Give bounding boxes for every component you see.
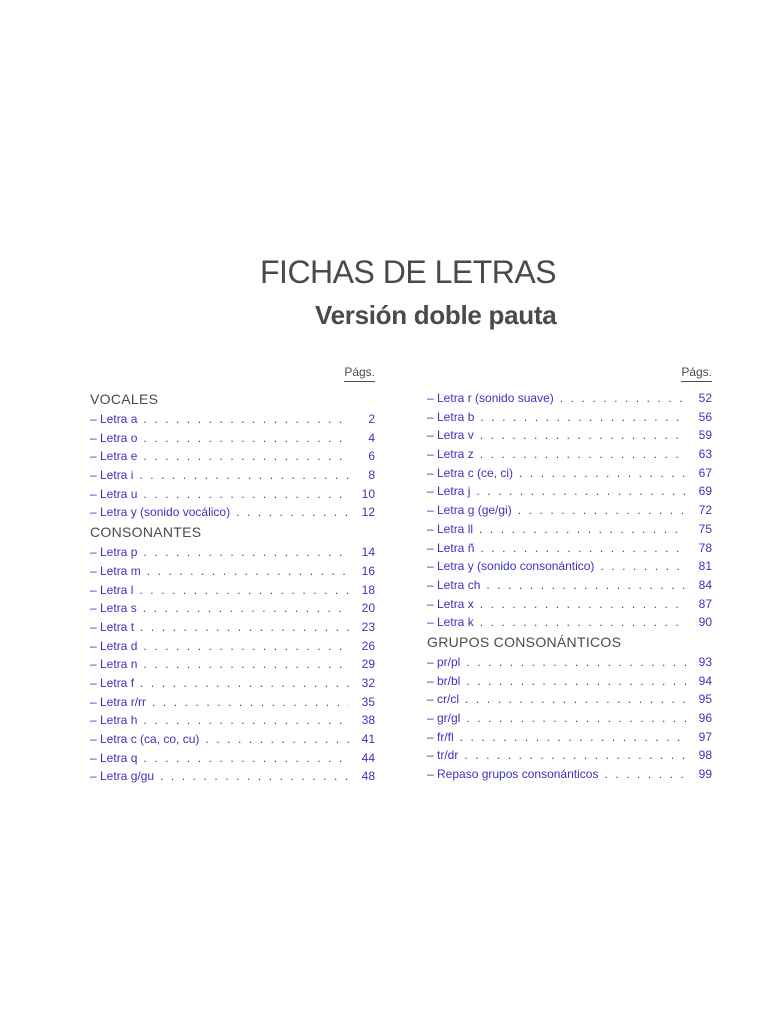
section-heading: VOCALES — [90, 391, 159, 407]
toc-sections — [427, 389, 712, 784]
toc-entry[interactable] — [427, 576, 712, 595]
toc-entry-page: 98 — [698, 748, 712, 763]
toc-entry[interactable] — [427, 464, 712, 483]
toc-entry-label: – Letra r (sonido suave) — [427, 391, 554, 405]
dot-leader — [560, 389, 686, 408]
toc-entry-label: – Letra ñ — [427, 540, 475, 555]
toc-entry-label: – Letra p — [90, 545, 138, 560]
toc-entry-label: – Letra a — [90, 412, 138, 426]
toc-entry[interactable] — [90, 447, 375, 466]
toc-entry-page: 23 — [361, 619, 375, 634]
dot-leader — [466, 709, 686, 728]
toc-entry-label: – Letra g/gu — [90, 769, 155, 784]
toc-entry[interactable] — [90, 466, 375, 485]
toc-entry[interactable] — [427, 709, 712, 728]
toc-entry-label: – Letra v — [427, 428, 474, 443]
toc-entry[interactable] — [427, 595, 712, 614]
dot-leader — [143, 749, 349, 768]
dot-leader — [480, 613, 686, 632]
toc-entry-page: 97 — [698, 729, 712, 744]
toc-entry-page: 12 — [361, 505, 375, 520]
toc-entry[interactable] — [427, 557, 712, 576]
dot-leader — [143, 429, 349, 448]
dot-leader — [236, 503, 349, 522]
toc-entry-label: – Letra i — [90, 468, 134, 483]
dot-leader — [480, 408, 686, 427]
toc-entry-label: – Letra ch — [427, 577, 481, 592]
dot-leader — [160, 767, 349, 786]
toc-entry-page: 93 — [698, 654, 712, 669]
toc-entry-label: – Letra q — [90, 750, 138, 765]
toc-entry-label: – Letra g (ge/gi) — [427, 503, 512, 518]
toc-sections — [90, 389, 375, 786]
dot-leader — [460, 728, 686, 747]
dot-leader — [480, 539, 686, 558]
dot-leader — [143, 655, 349, 674]
toc-entry-page: 75 — [698, 521, 712, 536]
toc-column-right — [427, 362, 712, 784]
toc-entry-label: – Letra m — [90, 563, 141, 578]
toc-entry-label: – Letra y (sonido vocálico) — [90, 505, 231, 520]
toc-entry-label: – Letra r/rr — [90, 694, 147, 709]
toc-entry[interactable] — [90, 749, 375, 768]
toc-entry[interactable] — [427, 501, 712, 520]
toc-entry-label: – Letra ll — [427, 521, 474, 536]
toc-entry[interactable] — [90, 693, 375, 712]
toc-entry-label: – Letra y (sonido consonántico) — [427, 559, 595, 574]
toc-entry-page: 72 — [698, 503, 712, 518]
toc-entry-label: – pr/pl — [427, 654, 461, 669]
toc-entry[interactable] — [427, 728, 712, 747]
dot-leader — [466, 653, 686, 672]
toc-entry-label: – Letra k — [427, 615, 474, 630]
toc-entry-page: 63 — [698, 447, 712, 462]
toc-entry[interactable] — [90, 711, 375, 730]
toc-entry[interactable] — [90, 410, 375, 429]
dot-leader — [480, 445, 686, 464]
toc-entry[interactable] — [427, 482, 712, 501]
toc-entry-label: – Letra e — [90, 449, 138, 464]
toc-entry[interactable] — [90, 581, 375, 600]
toc-entry-label: – Letra n — [90, 657, 138, 672]
toc-entry-label: – Letra d — [90, 638, 138, 653]
dot-leader — [147, 562, 349, 581]
toc-entry[interactable] — [90, 730, 375, 749]
toc-entry-label: – Repaso grupos consonánticos — [427, 767, 599, 782]
dot-leader — [143, 543, 349, 562]
toc-column-left — [90, 362, 375, 786]
pages-header-label: Págs. — [681, 364, 712, 382]
toc-entry-page: 52 — [698, 391, 712, 405]
toc-entry[interactable] — [90, 429, 375, 448]
toc-entry-label: – Letra o — [90, 430, 138, 445]
dot-leader — [152, 693, 349, 712]
toc-entry-label: – Letra t — [90, 619, 135, 634]
toc-entry[interactable] — [90, 485, 375, 504]
toc-entry-label: – Letra u — [90, 486, 138, 501]
toc-entry-page: 18 — [361, 582, 375, 597]
toc-entry[interactable] — [427, 539, 712, 558]
dot-leader — [143, 637, 349, 656]
toc-entry-page: 67 — [698, 465, 712, 480]
dot-leader — [143, 711, 349, 730]
dot-leader — [143, 410, 349, 429]
toc-entry[interactable] — [90, 637, 375, 656]
toc-entry-page: 35 — [361, 694, 375, 709]
toc-entry[interactable] — [90, 618, 375, 637]
dot-leader — [480, 426, 686, 445]
dot-leader — [140, 618, 349, 637]
toc-entry-label: – Letra z — [427, 447, 474, 462]
pages-header-label: Págs. — [344, 364, 375, 382]
dot-leader — [480, 595, 686, 614]
toc-entry-page: 95 — [698, 692, 712, 707]
toc-entry-label: – br/bl — [427, 673, 461, 688]
toc-entry-page: 44 — [361, 750, 375, 765]
pages-header — [90, 362, 375, 384]
dot-leader — [465, 690, 686, 709]
toc-entry[interactable] — [90, 655, 375, 674]
toc-entry-label: – Letra s — [90, 601, 137, 616]
toc-entry-page: 90 — [698, 615, 712, 630]
dot-leader — [604, 765, 686, 784]
toc-entry[interactable] — [90, 562, 375, 581]
toc-entry-label: – Letra x — [427, 596, 474, 611]
toc-entry-page: 96 — [698, 711, 712, 725]
dot-leader — [143, 599, 349, 618]
dot-leader — [140, 674, 349, 693]
toc-entry-page: 59 — [698, 428, 712, 443]
toc-entry-page: 16 — [361, 563, 375, 578]
page-title: FICHAS DE LETRAS — [260, 254, 557, 290]
dot-leader — [205, 730, 349, 749]
toc-entry-label: – tr/dr — [427, 748, 459, 763]
dot-leader — [476, 482, 686, 501]
dot-leader — [466, 672, 686, 691]
toc-entry[interactable] — [90, 503, 375, 522]
toc-entry-page: 81 — [698, 559, 712, 574]
dot-leader — [139, 581, 349, 600]
toc-entry-page: 84 — [698, 577, 712, 592]
dot-leader — [518, 501, 686, 520]
toc-entry-page: 14 — [361, 545, 375, 560]
toc-entry[interactable] — [427, 690, 712, 709]
toc-entry-label: – Letra c (ce, ci) — [427, 465, 514, 480]
toc-entry-page: 32 — [361, 675, 375, 690]
section-heading: GRUPOS CONSONÁNTICOS — [427, 633, 622, 650]
toc-entry-page: 20 — [361, 601, 375, 616]
toc-entry-label: – Letra h — [90, 713, 138, 728]
toc-entry-page: 56 — [698, 409, 712, 424]
toc-entry-page: 94 — [698, 673, 712, 688]
dot-leader — [464, 746, 686, 765]
toc-entry-label: – Letra c (ca, co, cu) — [90, 732, 200, 746]
toc-entry[interactable] — [427, 765, 712, 784]
toc-entry[interactable] — [427, 746, 712, 765]
toc-entry[interactable] — [427, 408, 712, 427]
toc-entry-page: 38 — [361, 713, 375, 728]
dot-leader — [139, 466, 349, 485]
toc-entry-page: 26 — [361, 638, 375, 653]
toc-entry-page: 10 — [361, 486, 375, 501]
dot-leader — [143, 447, 349, 466]
section-heading: CONSONANTES — [90, 524, 202, 541]
toc-entry-page: 99 — [698, 767, 712, 782]
dot-leader — [479, 520, 686, 539]
toc-entry-label: – Letra b — [427, 409, 475, 424]
toc-entry[interactable] — [427, 389, 712, 408]
toc-entry-label: – Letra f — [90, 675, 135, 690]
toc-entry-page: 69 — [698, 484, 712, 499]
toc-entry[interactable] — [427, 672, 712, 691]
toc-entry[interactable] — [90, 543, 375, 562]
toc-entry[interactable] — [90, 599, 375, 618]
dot-leader — [600, 557, 686, 576]
toc-entry[interactable] — [90, 674, 375, 693]
dot-leader — [143, 485, 349, 504]
toc-entry-page: 2 — [368, 412, 375, 426]
toc-entry-label: – fr/fl — [427, 729, 454, 744]
dot-leader — [519, 464, 686, 483]
toc-entry-page: 87 — [698, 596, 712, 611]
toc-entry-page: 41 — [361, 732, 375, 746]
toc-entry[interactable] — [427, 653, 712, 672]
toc-entry[interactable] — [427, 613, 712, 632]
toc-entry[interactable] — [90, 767, 375, 786]
dot-leader — [486, 576, 686, 595]
toc-entry-label: – Letra j — [427, 484, 471, 499]
page-subtitle: Versión doble pauta — [315, 300, 557, 330]
toc-entry-page: 8 — [368, 468, 375, 483]
toc-entry-page: 29 — [361, 657, 375, 672]
toc-entry-label: – Letra l — [90, 582, 134, 597]
toc-entry[interactable] — [427, 426, 712, 445]
toc-entry[interactable] — [427, 445, 712, 464]
pages-header — [427, 362, 712, 384]
toc-entry-label: – cr/cl — [427, 692, 460, 707]
toc-entry-label: – gr/gl — [427, 711, 461, 725]
toc-entry[interactable] — [427, 520, 712, 539]
toc-entry-page: 78 — [698, 540, 712, 555]
toc-entry-page: 6 — [368, 449, 375, 464]
toc-entry-page: 48 — [361, 769, 375, 784]
toc-entry-page: 4 — [368, 430, 375, 445]
